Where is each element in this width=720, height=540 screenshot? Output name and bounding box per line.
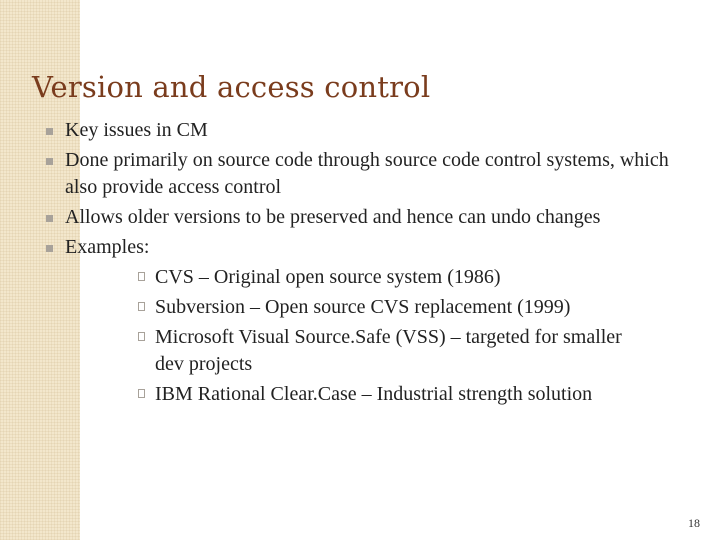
sub-bullet-item bbox=[65, 294, 680, 321]
bullet-item bbox=[0, 204, 720, 231]
bullet-text: Key issues in CM bbox=[65, 119, 208, 141]
square-bullet-icon bbox=[46, 215, 53, 222]
sub-bullet-item bbox=[65, 324, 680, 378]
page-number: 18 bbox=[688, 516, 700, 530]
sub-bullet-list bbox=[65, 264, 680, 408]
hollow-square-bullet-icon bbox=[138, 332, 145, 341]
bullet-item bbox=[0, 234, 720, 408]
bullet-text: Allows older versions to be preserved and hence can undo changes bbox=[65, 206, 601, 228]
square-bullet-icon bbox=[46, 245, 53, 252]
bullet-item bbox=[0, 147, 720, 201]
square-bullet-icon bbox=[46, 128, 53, 135]
sub-bullet-item bbox=[65, 264, 680, 291]
bullet-text: Examples: bbox=[65, 236, 150, 258]
sub-bullet-text: Subversion – Open source CVS replacement (1999) bbox=[155, 296, 571, 318]
sub-bullet-text: IBM Rational Clear.Case – Industrial strength solution bbox=[155, 383, 593, 405]
hollow-square-bullet-icon bbox=[138, 272, 145, 281]
hollow-square-bullet-icon bbox=[138, 389, 145, 398]
bullet-text: Done primarily on source code through source code control systems, which also provide access control bbox=[65, 149, 669, 198]
sub-bullet-text: Microsoft Visual Source.Safe (VSS) – targeted for smaller dev projects bbox=[155, 326, 622, 375]
slide-content bbox=[0, 117, 720, 411]
sub-bullet-text: CVS – Original open source system (1986) bbox=[155, 266, 501, 288]
sub-bullet-item bbox=[65, 381, 680, 408]
bullet-item bbox=[0, 117, 720, 144]
slide-title: Version and access control bbox=[32, 70, 431, 104]
square-bullet-icon bbox=[46, 158, 53, 165]
hollow-square-bullet-icon bbox=[138, 302, 145, 311]
